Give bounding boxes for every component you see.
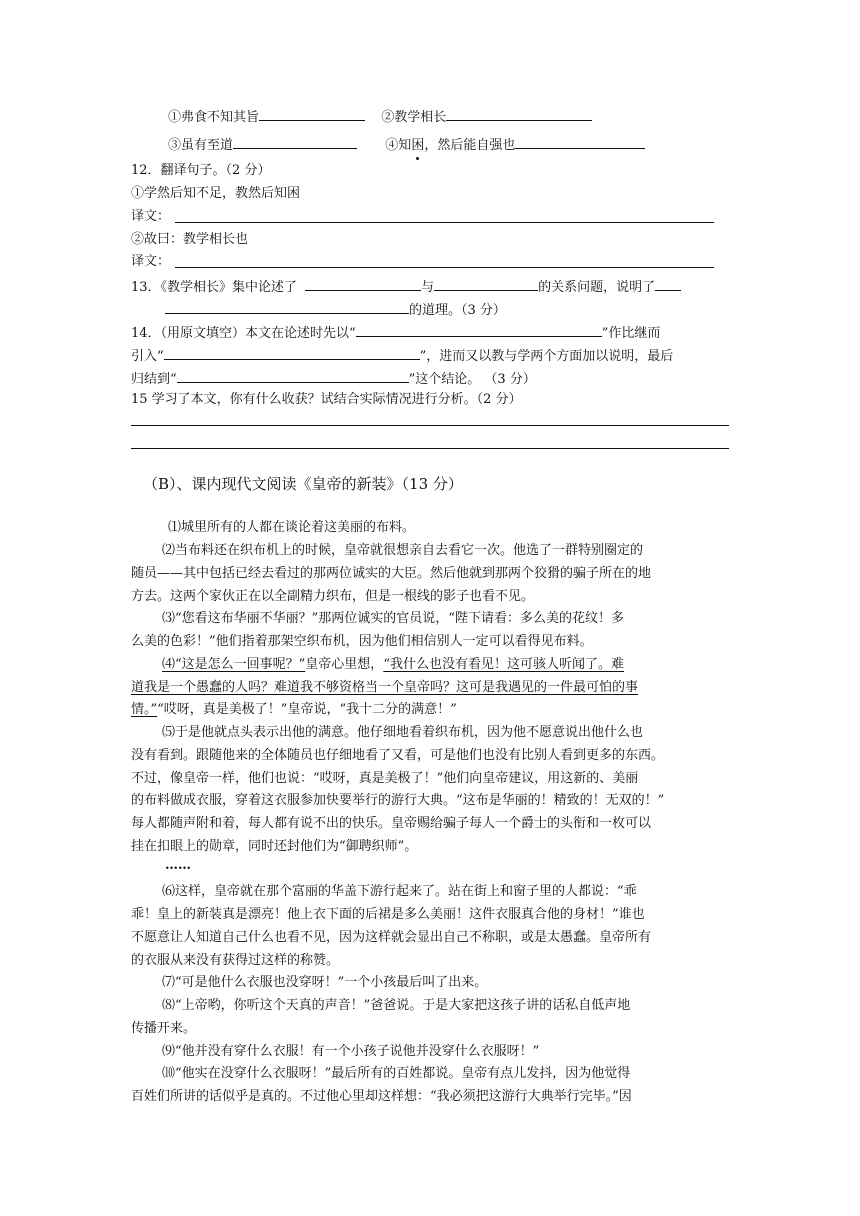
passage-p2-line2: 随员——其中包括已经去看过的那两位诚实的大臣。然后他就到那两个狡猾的骗子所在的地 — [131, 566, 652, 581]
vocab-item-2: ②教学相长 — [381, 110, 447, 125]
underlined-quote: ⑷“这是怎么一回事呢？” — [162, 657, 306, 672]
passage-p4-line1 — [162, 656, 624, 674]
vocab-row-2 — [168, 134, 645, 155]
q13-text-1: 13．《教学相长》集中论述了 — [131, 280, 298, 295]
answer-line[interactable] — [131, 425, 729, 426]
narration: “哎呀，真是美极了！”皇帝说，“我十二分的满意！” — [157, 702, 457, 717]
passage-p10-line2: 百姓们所讲的话似乎是真的。不过他心里却这样想：“我必须把这游行大典举行完毕。”因 — [131, 1089, 632, 1104]
q14-text-1: 14．（用原文填空）本文在论述时先以“ — [131, 326, 356, 341]
q13-text-4: 的道理。（3 分） — [409, 303, 506, 318]
answer-blank[interactable] — [446, 106, 592, 121]
q13-line-1 — [131, 276, 681, 297]
answer-blank[interactable] — [177, 368, 409, 383]
passage-p5-line5: 每人都随声附和着，每人都有说不出的快乐。皇帝赐给骗子每人一个爵士的头衔和一枚可以 — [131, 816, 652, 831]
q12-title: 12．翻译句子。（2 分） — [131, 163, 271, 178]
q13-line-2 — [165, 299, 506, 320]
answer-blank[interactable] — [356, 322, 602, 337]
q13-text-3: 的关系问题，说明了 — [538, 280, 656, 295]
vocab-item-1: ①弗食不知其旨 — [168, 110, 260, 125]
passage-p1: ⑴城里所有的人都在谈论着这美丽的布料。 — [168, 520, 416, 535]
q12-translation-label-1: 译文： — [131, 209, 171, 224]
vocab-item-4-pre: ④知 — [385, 138, 412, 153]
q12-sentence-1: ①学然后知不足，教然后知困 — [131, 186, 301, 201]
passage-p3-line2: 么美的色彩！”他们指着那架空织布机，因为他们相信别人一定可以看得见布料。 — [131, 634, 593, 649]
answer-blank[interactable] — [233, 134, 357, 149]
underlined-quote: 情。” — [131, 702, 158, 717]
q14-text-3: 引入“ — [131, 349, 164, 364]
section-b-title: （B）、课内现代文阅读《皇帝的新装》（13 分） — [143, 475, 463, 493]
passage-ellipsis: …… — [165, 858, 191, 873]
passage-p6-line4: 的衣服从来没有获得过这样的称赞。 — [131, 953, 340, 968]
answer-blank[interactable] — [434, 276, 538, 291]
q13-text-2: 与 — [421, 280, 435, 295]
passage-p5-line1: ⑸于是他就点头表示出他的满意。他仔细地看着织布机，因为他不愿意说出他什么也 — [162, 725, 644, 740]
q14-line-1 — [131, 322, 660, 343]
passage-p5-line2: 没有看到。跟随他来的全体随员也仔细地看了又看，可是他们也没有比别人看到更多的东西。 — [131, 748, 665, 763]
passage-p5-line3: 不过，像皇帝一样，他们也说：“哎呀，真是美极了！”他们向皇帝建议，用这新的、美丽 — [131, 771, 639, 786]
passage-p9: ⑼“他并没有穿什么衣服！有一个小孩子说他并没穿什么衣服呀！” — [162, 1044, 540, 1059]
passage-p6-line1: ⑹这样，皇帝就在那个富丽的华盖下游行起来了。站在街上和窗子里的人都说：“乖 — [162, 884, 637, 899]
passage-p4-line2: 道我是一个愚蠢的人吗？难道我不够资格当一个皇帝吗？这可是我遇见的一件最可怕的事 — [131, 680, 639, 695]
q15-title: 15 学习了本文，你有什么收获？试结合实际情况进行分析。（2 分） — [131, 392, 522, 407]
passage-p6-line3: 不愿意让人知道自己什么也看不见，因为这样就会显出自己不称职，或是太愚蠢。皇帝所有 — [131, 930, 652, 945]
passage-p5-line6: 挂在扣眼上的勋章，同时还封他们为“御聘织师”。 — [131, 839, 418, 854]
q14-line-3 — [131, 368, 536, 389]
passage-p10-line1: ⑽“他实在没穿什么衣服呀！”最后所有的百姓都说。皇帝有点儿发抖，因为他觉得 — [162, 1066, 631, 1081]
q14-text-2: ”作比继而 — [601, 326, 661, 341]
answer-blank[interactable] — [305, 276, 421, 291]
passage-p5-line4: 的布料做成衣服，穿着这衣服参加快要举行的游行大典。“这布是华丽的！精致的！无双的！” — [131, 793, 665, 808]
passage-p8-line1: ⑻“上帝哟，你听这个天真的声音！”爸爸说。于是大家把这孩子讲的话私自低声地 — [162, 998, 631, 1013]
answer-blank[interactable] — [515, 134, 645, 149]
answer-blank[interactable] — [655, 276, 681, 291]
narration: 皇帝心里想， — [305, 657, 384, 672]
answer-blank[interactable] — [164, 345, 420, 360]
q14-text-4: ”，进而又以教与学两个方面加以说明，最后 — [419, 349, 674, 364]
vocab-item-4-post: ，然后能自强也 — [424, 138, 516, 153]
passage-p4-line3 — [131, 701, 457, 719]
passage-p2-line3: 方去。这两个家伙正在以全副精力织布，但是一根线的影子也看不见。 — [131, 589, 535, 604]
passage-p3-line1: ⑶“您看这布华丽不华丽？”那两位诚实的官员说，“陛下请看：多么美的花纹！多 — [162, 611, 624, 626]
q14-line-2 — [131, 345, 673, 366]
passage-p6-line2: 乖！皇上的新装真是漂亮！他上衣下面的后裙是多么美丽！这件衣服真合他的身材！”谁也 — [131, 907, 645, 922]
passage-p8-line2: 传播开来。 — [131, 1021, 197, 1036]
vocab-item-3: ③虽有至道 — [168, 138, 234, 153]
passage-p2-line1: ⑵当布料还在织布机上的时候，皇帝就很想亲自去看它一次。他选了一群特别圈定的 — [162, 543, 644, 558]
vocab-row-1 — [168, 106, 592, 127]
translation-line[interactable] — [175, 267, 714, 268]
answer-blank[interactable] — [165, 299, 409, 314]
underlined-quote: “我什么也没有看见！这可骇人听闻了。难 — [383, 657, 624, 672]
q12-sentence-2: ②故曰：教学相长也 — [131, 232, 249, 247]
answer-blank[interactable] — [259, 106, 365, 121]
answer-line[interactable] — [131, 448, 729, 449]
passage-p7: ⑺“可是他什么衣服也没穿呀！”一个小孩最后叫了出来。 — [162, 975, 488, 990]
q14-text-6: ”这个结论。 （3 分） — [408, 372, 536, 387]
emphasis-dot-char: 困 — [411, 138, 425, 153]
q14-text-5: 归结到“ — [131, 372, 177, 387]
q12-translation-label-2: 译文： — [131, 254, 171, 269]
translation-line[interactable] — [175, 222, 714, 223]
